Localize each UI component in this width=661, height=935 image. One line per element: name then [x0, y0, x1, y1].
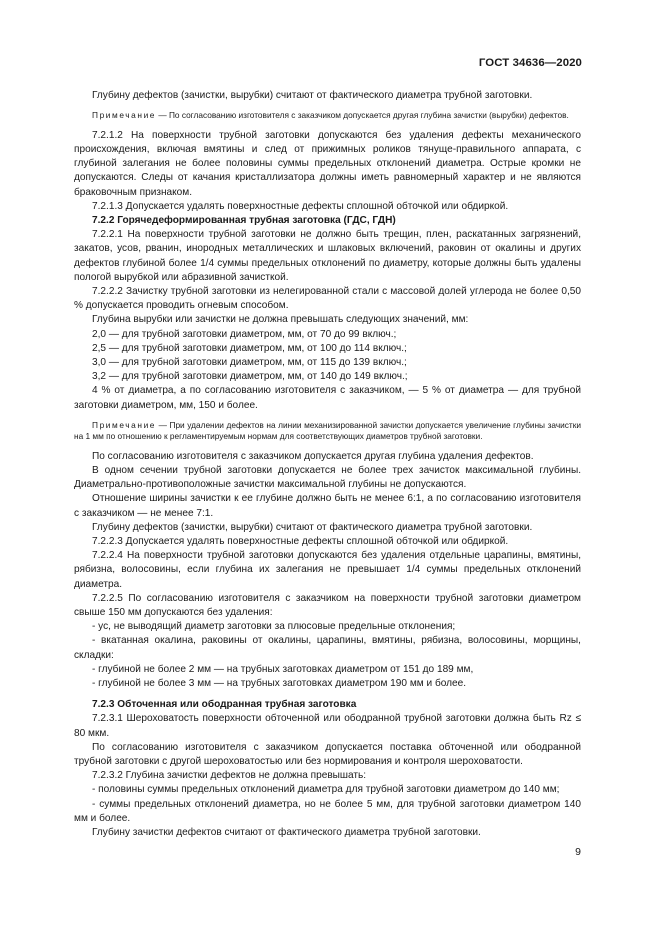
note — [74, 110, 581, 122]
note-text: — По согласованию изготовителя с заказчиком допускается другая глубина зачистки (вырубки) дефектов. — [156, 110, 569, 121]
paragraph: 4 % от диаметра, а по согласованию изготовителя с заказчиком, — 5 % от диаметра — для трубной заготовки диаметром, мм, 150 и более. — [74, 385, 581, 411]
paragraph: 7.2.2.1 На поверхности трубной заготовки не должно быть трещин, плен, раскатанных загрязнений, закатов, усов, рванин, инородных металлических и шлаковых включений, раковин от окалины и других дефектов глубиной более 1/4 суммы предельных отклонений по диаметру, которые должны быть удалены пологой вырубкой или абразивной зачисткой. — [74, 229, 581, 283]
paragraph: 7.2.2.4 На поверхности трубной заготовки допускаются без удаления отдельные царапины, вмятины, рябизна, волосовины, если глубина их залегания не превышает 1/4 суммы предельных отклонений диаметра. — [74, 550, 581, 590]
note-label: Примечание — [92, 110, 157, 121]
paragraph: Глубину дефектов (зачистки, вырубки) считают от фактического диаметра трубной заготовки. — [92, 90, 533, 101]
paragraph: Отношение ширины зачистки к ее глубине должно быть не менее 6:1, а по согласованию изготовителя с заказчиком — не менее 7:1. — [74, 493, 581, 519]
document-body — [74, 89, 581, 840]
paragraph: По согласованию изготовителя с заказчиком допускается поставка обточенной или ободранной трубной заготовки с другой шероховатостью или без нормирования и контроля шероховатости. — [74, 741, 581, 768]
list-item: 2,5 — для трубной заготовки диаметром, мм, от 100 до 114 включ.; — [92, 342, 407, 354]
list-item: 3,0 — для трубной заготовки диаметром, мм, от 115 до 139 включ.; — [92, 356, 407, 368]
paragraph: 7.2.1.3 Допускается удалять поверхностные дефекты сплошной обточкой или обдиркой. — [92, 200, 509, 212]
list-item: - глубиной не более 3 мм — на трубных заготовках диаметром 190 мм и более. — [92, 678, 467, 690]
list-item: - ус, не выводящий диаметр заготовки за плюсовые предельные отклонения; — [92, 621, 456, 633]
paragraph: 7.2.2.5 По согласованию изготовителя с заказчиком на поверхности трубной заготовки диаметром свыше 150 мм допускаются без удаления: — [74, 592, 581, 618]
paragraph: 7.2.3.1 Шероховатость поверхности обточенной или ободранной трубной заготовки должна быть Rz ≤ 80 мкм. — [74, 713, 581, 739]
list-item: 2,0 — для трубной заготовки диаметром, мм, от 70 до 99 включ.; — [92, 328, 397, 340]
document-header: ГОСТ 34636—2020 — [478, 57, 582, 69]
list-item: - вкатанная окалина, раковины от окалины, царапины, вмятины, рябизна, волосовины, морщины, складки: — [74, 635, 581, 661]
paragraph: 7.2.1.2 На поверхности трубной заготовки допускаются без удаления дефекты механического происхождения, включая вмятины и след от прижимных роликов тянуще-правильного аппарата, с глубиной залегания не более половины суммы предельных отклонений диаметра. Острые кромки не допускаются. Следы от качания кристаллизатора должны иметь равномерный характер и не являются браковочным признаком. — [74, 129, 581, 198]
list-item: - суммы предельных отклонений диаметра, но не более 5 мм, для трубной заготовки диаметром 140 мм и более. — [74, 798, 581, 824]
list-item: - глубиной не более 2 мм — на трубных заготовках диаметром от 151 до 189 мм, — [92, 663, 474, 675]
paragraph: В одном сечении трубной заготовки допускается не более трех зачисток максимальной глубины. Диаметрально-противоположные зачистки максимальной глубины не допускаются. — [74, 464, 581, 491]
paragraph: Глубину зачистки дефектов считают от фактического диаметра трубной заготовки. — [92, 827, 481, 839]
note-label: Примечание — [92, 419, 157, 430]
note — [74, 420, 581, 443]
section-heading: 7.2.2 Горячедеформированная трубная заготовка (ГДС, ГДН) — [92, 214, 396, 226]
paragraph: Глубину дефектов (зачистки, вырубки) считают от фактического диаметра трубной заготовки. — [92, 521, 533, 533]
list-item: - половины суммы предельных отклонений диаметра для трубной заготовки диаметром до 140 мм; — [92, 784, 560, 796]
paragraph: 7.2.2.2 Зачистку трубной заготовки из нелегированной стали с массовой долей углерода не более 0,50 % допускается проводить огневым способом. — [74, 285, 581, 312]
paragraph: По согласованию изготовителя с заказчиком допускается другая глубина удаления дефектов. — [92, 450, 534, 462]
paragraph: 7.2.3.2 Глубина зачистки дефектов не должна превышать: — [92, 770, 367, 782]
list-item: 3,2 — для трубной заготовки диаметром, мм, от 140 до 149 включ.; — [92, 371, 408, 383]
section-heading: 7.2.3 Обточенная или ободранная трубная заготовка — [92, 699, 357, 711]
note-text: — При удалении дефектов на линии механизированной зачистки допускается увеличение глубины зачистки на 1 мм по отношению к регламентируемым нормам для соответствующих диаметров трубной заготовки. — [74, 419, 581, 442]
paragraph: 7.2.2.3 Допускается удалять поверхностные дефекты сплошной обточкой или обдиркой. — [92, 535, 509, 547]
paragraph: Глубина вырубки или зачистки не должна превышать следующих значений, мм: — [92, 314, 469, 326]
page-number: 9 — [575, 846, 581, 858]
